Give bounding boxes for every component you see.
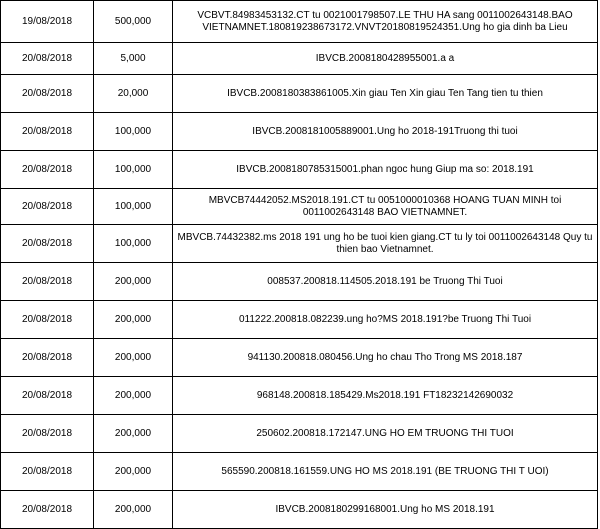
description-cell: VCBVT.84983453132.CT tu 0021001798507.LE THU HA sang 0011002643148.BAO VIETNAMNET.180819238673172.VNVT20180819524351.Ung ho gia dinh ba Lieu: [173, 1, 598, 43]
table-row: [1, 415, 598, 453]
date-cell: 20/08/2018: [1, 189, 94, 225]
table-row: [1, 75, 598, 113]
table-row: [1, 339, 598, 377]
amount-cell: 20,000: [94, 75, 173, 113]
date-cell: 20/08/2018: [1, 301, 94, 339]
description-cell: 968148.200818.185429.Ms2018.191 FT18232142690032: [173, 377, 598, 415]
table-row: [1, 189, 598, 225]
description-cell: IBVCB.2008181005889001.Ung ho 2018-191Truong thi tuoi: [173, 113, 598, 151]
date-cell: 20/08/2018: [1, 377, 94, 415]
description-cell: IBVCB.2008180299168001.Ung ho MS 2018.191: [173, 491, 598, 529]
table-row: [1, 151, 598, 189]
amount-cell: 100,000: [94, 225, 173, 263]
table-row: [1, 377, 598, 415]
transactions-body: [1, 1, 598, 529]
table-row: [1, 453, 598, 491]
amount-cell: 200,000: [94, 377, 173, 415]
date-cell: 20/08/2018: [1, 453, 94, 491]
description-cell: 565590.200818.161559.UNG HO MS 2018.191 (BE TRUONG THI T UOI): [173, 453, 598, 491]
description-cell: 941130.200818.080456.Ung ho chau Tho Trong MS 2018.187: [173, 339, 598, 377]
description-cell: IBVCB.2008180383861005.Xin giau Ten Xin giau Ten Tang tien tu thien: [173, 75, 598, 113]
date-cell: 20/08/2018: [1, 415, 94, 453]
amount-cell: 100,000: [94, 113, 173, 151]
date-cell: 19/08/2018: [1, 1, 94, 43]
table-row: [1, 113, 598, 151]
date-cell: 20/08/2018: [1, 339, 94, 377]
date-cell: 20/08/2018: [1, 113, 94, 151]
date-cell: 20/08/2018: [1, 225, 94, 263]
amount-cell: 100,000: [94, 151, 173, 189]
description-cell: 011222.200818.082239.ung ho?MS 2018.191?be Truong Thi Tuoi: [173, 301, 598, 339]
description-cell: MBVCB74442052.MS2018.191.CT tu 0051000010368 HOANG TUAN MINH toi 0011002643148 BAO VIETNAMNET.: [173, 189, 598, 225]
amount-cell: 200,000: [94, 415, 173, 453]
table-row: [1, 43, 598, 75]
amount-cell: 200,000: [94, 453, 173, 491]
date-cell: 20/08/2018: [1, 491, 94, 529]
amount-cell: 200,000: [94, 301, 173, 339]
date-cell: 20/08/2018: [1, 151, 94, 189]
table-row: [1, 225, 598, 263]
table-row: [1, 301, 598, 339]
table-row: [1, 263, 598, 301]
description-cell: 250602.200818.172147.UNG HO EM TRUONG THI TUOI: [173, 415, 598, 453]
description-cell: MBVCB.74432382.ms 2018 191 ung ho be tuoi kien giang.CT tu ly toi 0011002643148 Quy tu thien bao Vietnamnet.: [173, 225, 598, 263]
amount-cell: 100,000: [94, 189, 173, 225]
amount-cell: 500,000: [94, 1, 173, 43]
description-cell: IBVCB.2008180428955001.a a: [173, 43, 598, 75]
amount-cell: 200,000: [94, 339, 173, 377]
amount-cell: 5,000: [94, 43, 173, 75]
amount-cell: 200,000: [94, 263, 173, 301]
description-cell: IBVCB.2008180785315001.phan ngoc hung Giup ma so: 2018.191: [173, 151, 598, 189]
date-cell: 20/08/2018: [1, 75, 94, 113]
date-cell: 20/08/2018: [1, 43, 94, 75]
description-cell: 008537.200818.114505.2018.191 be Truong Thi Tuoi: [173, 263, 598, 301]
amount-cell: 200,000: [94, 491, 173, 529]
table-row: [1, 1, 598, 43]
date-cell: 20/08/2018: [1, 263, 94, 301]
